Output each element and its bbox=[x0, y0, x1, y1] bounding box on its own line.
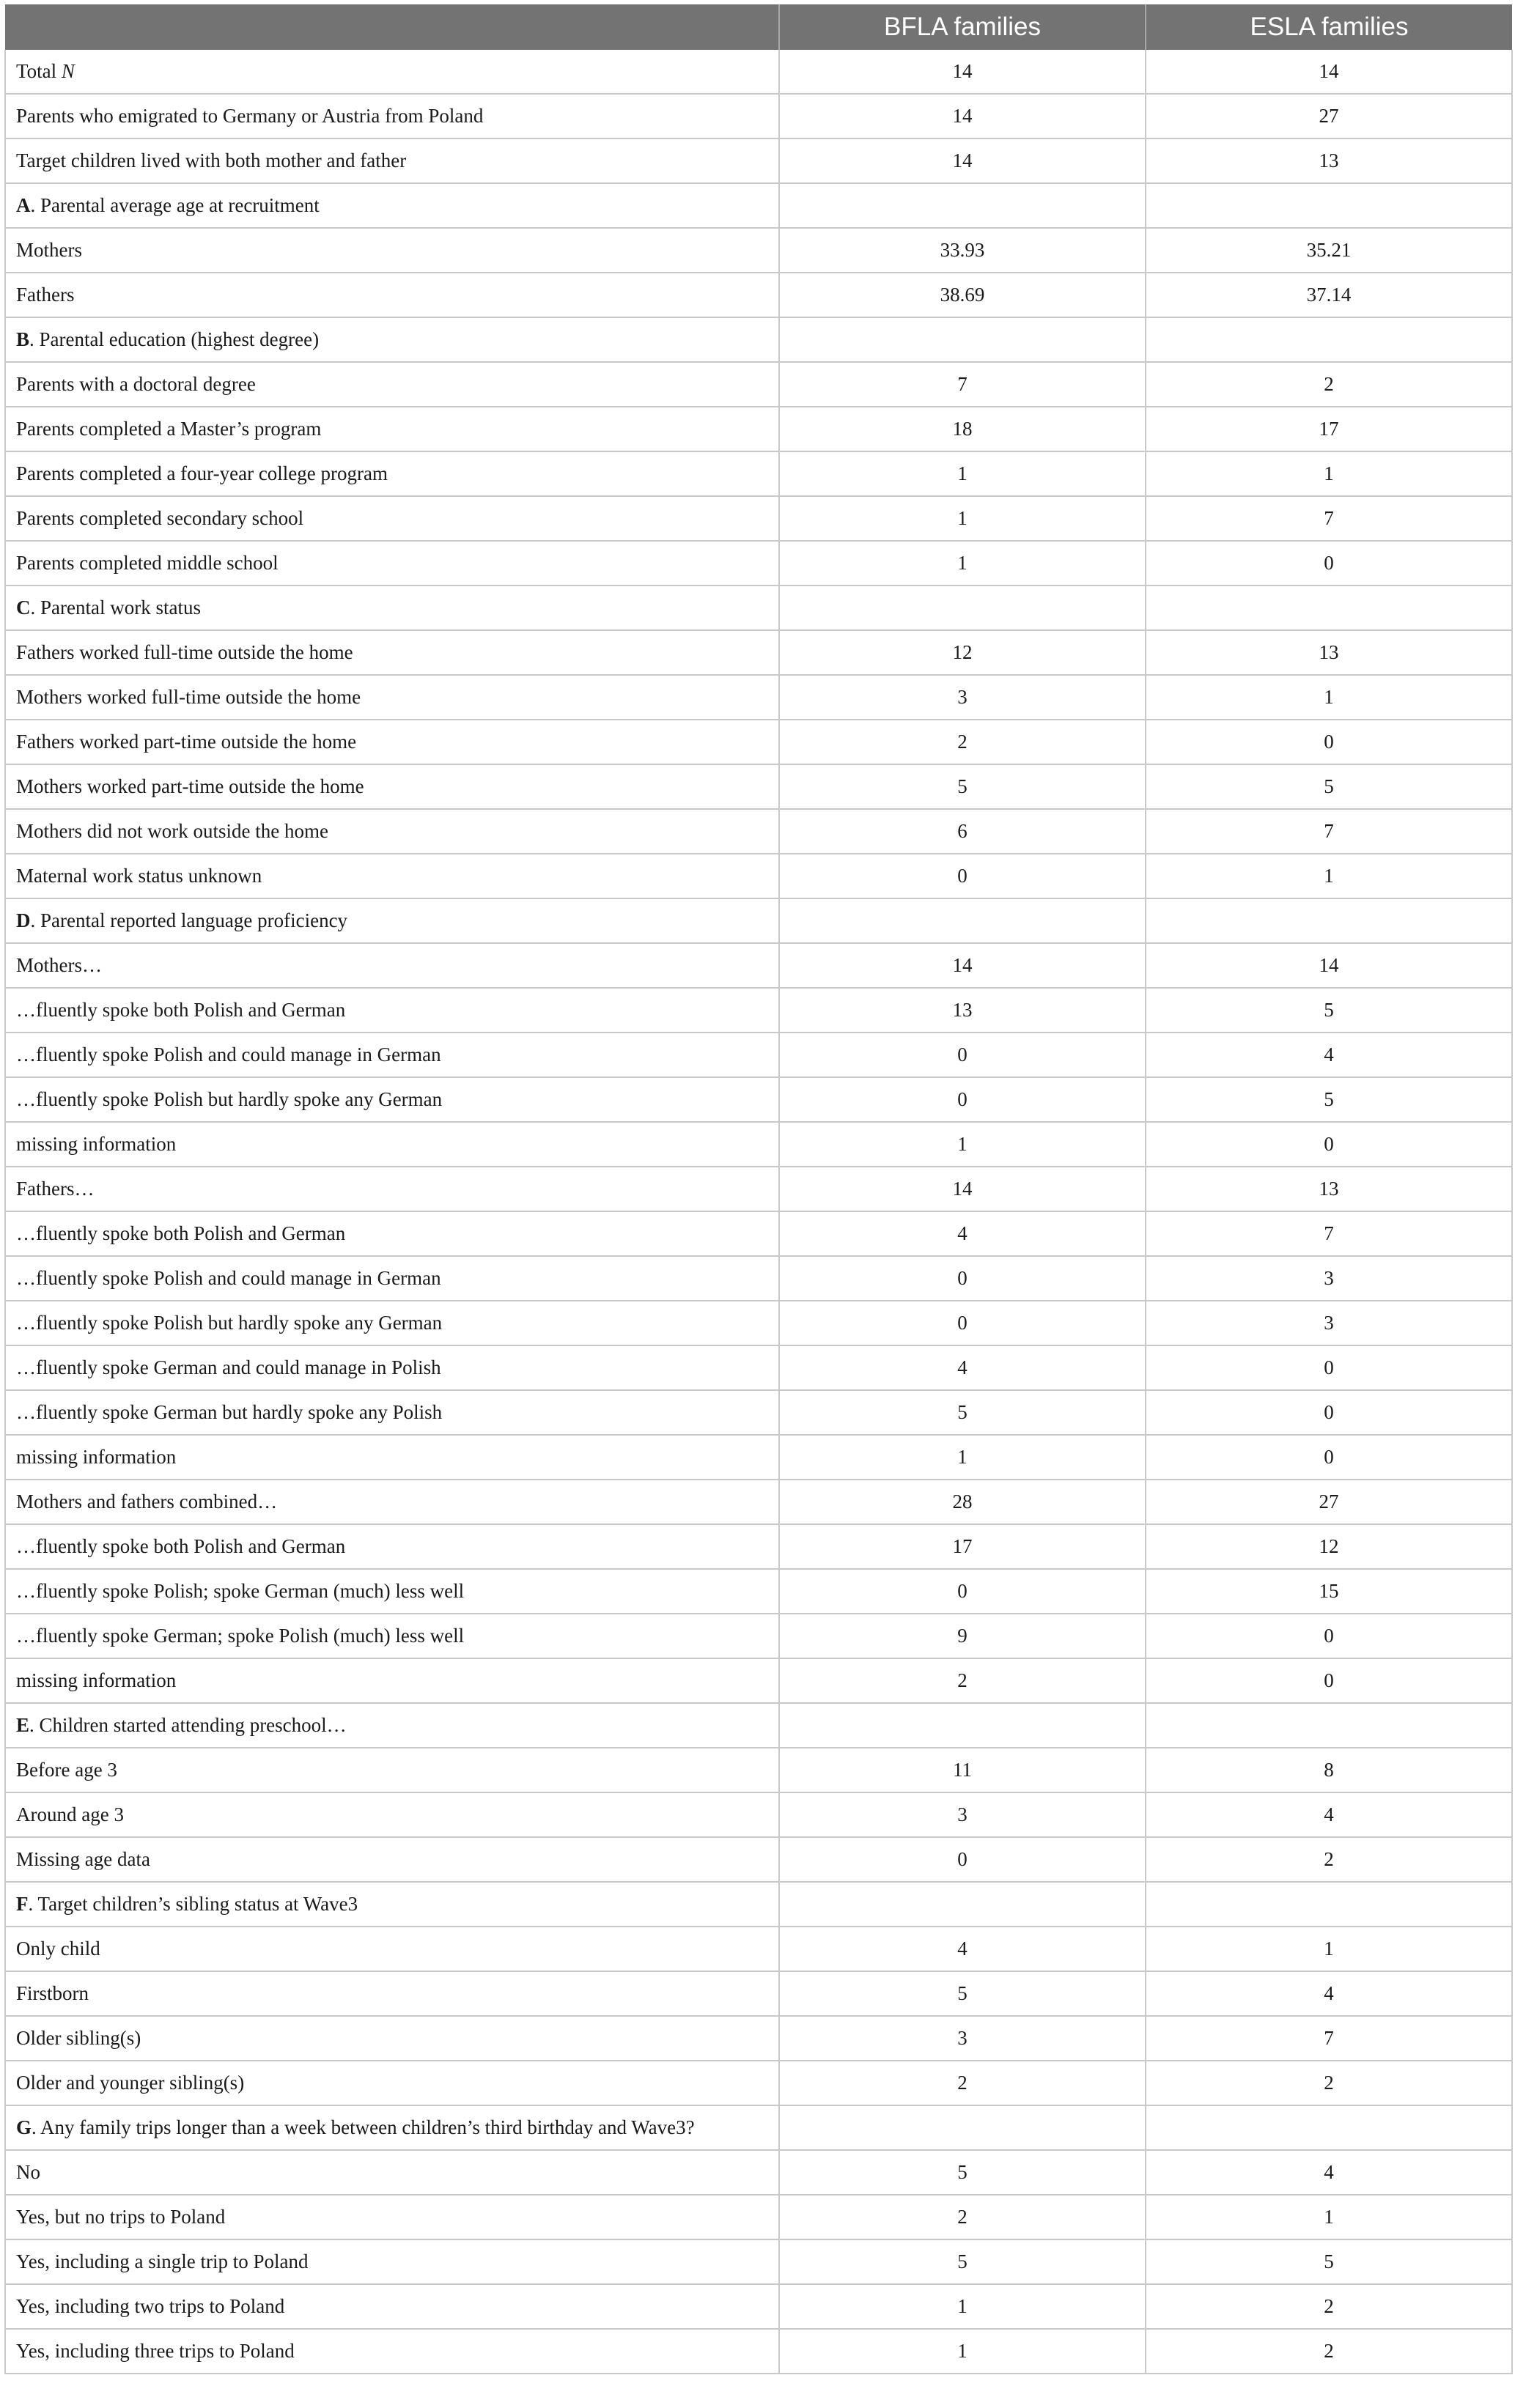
row-label: Around age 3 bbox=[16, 1803, 124, 1825]
table-row bbox=[5, 764, 1512, 809]
bfla-value-cell: 2 bbox=[779, 1658, 1146, 1703]
table-row bbox=[5, 2239, 1512, 2284]
esla-value-cell: 0 bbox=[1146, 1345, 1512, 1390]
row-label-cell bbox=[5, 1524, 779, 1569]
row-label-cell bbox=[5, 1748, 779, 1792]
row-label: No bbox=[16, 2161, 40, 2183]
table-row bbox=[5, 1167, 1512, 1211]
table-row bbox=[5, 1792, 1512, 1837]
table-row bbox=[5, 1927, 1512, 1971]
table-header bbox=[5, 4, 1512, 50]
bfla-value-cell: 1 bbox=[779, 1435, 1146, 1480]
row-label: Maternal work status unknown bbox=[16, 865, 262, 887]
bfla-value-cell bbox=[779, 1703, 1146, 1748]
row-label: . Children started attending preschool… bbox=[29, 1714, 347, 1736]
bfla-value-cell: 4 bbox=[779, 1345, 1146, 1390]
row-label: …fluently spoke Polish but hardly spoke any German bbox=[16, 1312, 443, 1334]
table-row bbox=[5, 1301, 1512, 1345]
esla-value-cell: 13 bbox=[1146, 630, 1512, 675]
bfla-value-cell: 2 bbox=[779, 720, 1146, 764]
row-label: Older sibling(s) bbox=[16, 2027, 141, 2049]
table-row bbox=[5, 1256, 1512, 1301]
esla-value-cell: 12 bbox=[1146, 1524, 1512, 1569]
bfla-value-cell: 1 bbox=[779, 541, 1146, 586]
bfla-value-cell: 14 bbox=[779, 139, 1146, 183]
row-label-cell bbox=[5, 2061, 779, 2105]
row-label: Yes, including three trips to Poland bbox=[16, 2340, 295, 2362]
esla-value-cell: 0 bbox=[1146, 1658, 1512, 1703]
row-label: Parents who emigrated to Germany or Austria from Poland bbox=[16, 105, 484, 127]
row-label: . Any family trips longer than a week between children’s third birthday and Wave3? bbox=[32, 2116, 695, 2138]
row-label-italic: N bbox=[61, 60, 75, 82]
row-label-cell bbox=[5, 675, 779, 720]
header-cell-bfla: BFLA families bbox=[779, 4, 1146, 50]
bfla-value-cell: 14 bbox=[779, 943, 1146, 988]
bfla-value-cell: 5 bbox=[779, 2150, 1146, 2195]
table-body bbox=[5, 50, 1512, 2374]
table-row bbox=[5, 451, 1512, 496]
esla-value-cell bbox=[1146, 183, 1512, 228]
table-row bbox=[5, 1033, 1512, 1077]
esla-value-cell bbox=[1146, 898, 1512, 943]
row-label-cell bbox=[5, 1971, 779, 2016]
row-label: …fluently spoke Polish and could manage in German bbox=[16, 1267, 441, 1289]
section-letter: F bbox=[16, 1893, 29, 1915]
row-label-cell bbox=[5, 1614, 779, 1658]
row-label: Missing age data bbox=[16, 1848, 150, 1870]
row-label: …fluently spoke German; spoke Polish (much) less well bbox=[16, 1625, 465, 1647]
row-label-cell bbox=[5, 2239, 779, 2284]
table-row bbox=[5, 675, 1512, 720]
table-row bbox=[5, 228, 1512, 273]
row-label: Mothers and fathers combined… bbox=[16, 1491, 278, 1513]
table-row bbox=[5, 1390, 1512, 1435]
esla-value-cell: 2 bbox=[1146, 2061, 1512, 2105]
row-label-cell bbox=[5, 2016, 779, 2061]
row-label-cell bbox=[5, 451, 779, 496]
table-row bbox=[5, 2195, 1512, 2239]
bfla-value-cell: 2 bbox=[779, 2195, 1146, 2239]
demographics-table bbox=[4, 4, 1513, 2374]
table-row bbox=[5, 94, 1512, 139]
row-label-cell bbox=[5, 1301, 779, 1345]
table-row bbox=[5, 2329, 1512, 2374]
row-label: . Target children’s sibling status at Wave3 bbox=[28, 1893, 358, 1915]
row-label: …fluently spoke German and could manage in Polish bbox=[16, 1356, 441, 1378]
esla-value-cell: 5 bbox=[1146, 2239, 1512, 2284]
esla-value-cell: 3 bbox=[1146, 1256, 1512, 1301]
section-letter: D bbox=[16, 909, 31, 931]
section-heading-cell bbox=[5, 586, 779, 630]
table-row bbox=[5, 139, 1512, 183]
table-row bbox=[5, 496, 1512, 541]
header-row bbox=[5, 4, 1512, 50]
esla-value-cell: 7 bbox=[1146, 1211, 1512, 1256]
row-label: Only child bbox=[16, 1938, 100, 1960]
row-label: Yes, but no trips to Poland bbox=[16, 2206, 226, 2228]
row-label-cell bbox=[5, 1033, 779, 1077]
row-label-cell bbox=[5, 854, 779, 898]
bfla-value-cell: 0 bbox=[779, 1569, 1146, 1614]
bfla-value-cell: 7 bbox=[779, 362, 1146, 407]
row-label: Yes, including a single trip to Poland bbox=[16, 2250, 309, 2272]
row-label-cell bbox=[5, 988, 779, 1033]
esla-value-cell: 0 bbox=[1146, 1435, 1512, 1480]
bfla-value-cell bbox=[779, 898, 1146, 943]
esla-value-cell: 37.14 bbox=[1146, 273, 1512, 317]
table-row bbox=[5, 1435, 1512, 1480]
row-label-cell bbox=[5, 2150, 779, 2195]
table-row bbox=[5, 1524, 1512, 1569]
row-label-cell bbox=[5, 630, 779, 675]
row-label: Mothers worked part-time outside the home bbox=[16, 775, 364, 797]
row-label: …fluently spoke both Polish and German bbox=[16, 1535, 346, 1557]
esla-value-cell: 4 bbox=[1146, 2150, 1512, 2195]
row-label: missing information bbox=[16, 1669, 177, 1691]
bfla-value-cell: 0 bbox=[779, 1077, 1146, 1122]
bfla-value-cell bbox=[779, 183, 1146, 228]
section-row bbox=[5, 2105, 1512, 2150]
esla-value-cell: 7 bbox=[1146, 809, 1512, 854]
bfla-value-cell: 28 bbox=[779, 1480, 1146, 1524]
row-label: …fluently spoke German but hardly spoke any Polish bbox=[16, 1401, 443, 1423]
row-label: Parents completed middle school bbox=[16, 552, 279, 574]
table-row bbox=[5, 809, 1512, 854]
esla-value-cell: 7 bbox=[1146, 496, 1512, 541]
section-heading-cell bbox=[5, 183, 779, 228]
row-label: Mothers did not work outside the home bbox=[16, 820, 328, 842]
section-row bbox=[5, 586, 1512, 630]
row-label-cell bbox=[5, 407, 779, 451]
esla-value-cell: 4 bbox=[1146, 1971, 1512, 2016]
header-cell-esla: ESLA families bbox=[1146, 4, 1512, 50]
esla-value-cell: 13 bbox=[1146, 1167, 1512, 1211]
bfla-value-cell bbox=[779, 2105, 1146, 2150]
row-label: Fathers bbox=[16, 284, 75, 306]
row-label: Parents completed a Master’s program bbox=[16, 418, 322, 440]
row-label-cell bbox=[5, 1211, 779, 1256]
esla-value-cell: 27 bbox=[1146, 94, 1512, 139]
row-label-cell bbox=[5, 1167, 779, 1211]
section-heading-cell bbox=[5, 2105, 779, 2150]
esla-value-cell: 0 bbox=[1146, 541, 1512, 586]
row-label-cell bbox=[5, 541, 779, 586]
row-label-cell bbox=[5, 1792, 779, 1837]
esla-value-cell: 4 bbox=[1146, 1033, 1512, 1077]
table-row bbox=[5, 407, 1512, 451]
bfla-value-cell: 12 bbox=[779, 630, 1146, 675]
bfla-value-cell: 4 bbox=[779, 1927, 1146, 1971]
bfla-value-cell: 14 bbox=[779, 94, 1146, 139]
row-label: missing information bbox=[16, 1133, 177, 1155]
bfla-value-cell: 0 bbox=[779, 1837, 1146, 1882]
row-label: Older and younger sibling(s) bbox=[16, 2072, 245, 2094]
table-row bbox=[5, 1345, 1512, 1390]
table-row bbox=[5, 2016, 1512, 2061]
bfla-value-cell: 3 bbox=[779, 2016, 1146, 2061]
row-label: Parents completed secondary school bbox=[16, 507, 304, 529]
row-label-cell bbox=[5, 1658, 779, 1703]
table-row bbox=[5, 1211, 1512, 1256]
row-label: …fluently spoke Polish and could manage in German bbox=[16, 1044, 441, 1065]
row-label: . Parental education (highest degree) bbox=[29, 328, 320, 350]
row-label: Parents with a doctoral degree bbox=[16, 373, 256, 395]
table-row bbox=[5, 273, 1512, 317]
bfla-value-cell: 14 bbox=[779, 50, 1146, 94]
row-label: Fathers worked full-time outside the home bbox=[16, 641, 353, 663]
bfla-value-cell bbox=[779, 317, 1146, 362]
row-label: …fluently spoke both Polish and German bbox=[16, 999, 346, 1021]
esla-value-cell: 2 bbox=[1146, 362, 1512, 407]
row-label: Fathers worked part-time outside the home bbox=[16, 731, 357, 753]
table-row bbox=[5, 720, 1512, 764]
row-label-cell bbox=[5, 1345, 779, 1390]
table-row bbox=[5, 2284, 1512, 2329]
header-cell-label bbox=[5, 4, 779, 50]
row-label-cell bbox=[5, 2195, 779, 2239]
bfla-value-cell: 11 bbox=[779, 1748, 1146, 1792]
row-label: …fluently spoke both Polish and German bbox=[16, 1222, 346, 1244]
bfla-value-cell: 0 bbox=[779, 854, 1146, 898]
table-row bbox=[5, 630, 1512, 675]
row-label: missing information bbox=[16, 1446, 177, 1468]
row-label-cell bbox=[5, 1256, 779, 1301]
row-label-cell bbox=[5, 94, 779, 139]
section-row bbox=[5, 898, 1512, 943]
esla-value-cell: 2 bbox=[1146, 2329, 1512, 2374]
row-label-cell bbox=[5, 139, 779, 183]
esla-value-cell: 1 bbox=[1146, 854, 1512, 898]
row-label-cell bbox=[5, 1077, 779, 1122]
bfla-value-cell: 0 bbox=[779, 1256, 1146, 1301]
table-row bbox=[5, 541, 1512, 586]
bfla-value-cell: 14 bbox=[779, 1167, 1146, 1211]
row-label-cell bbox=[5, 50, 779, 94]
row-label: Fathers… bbox=[16, 1178, 95, 1200]
bfla-value-cell bbox=[779, 1882, 1146, 1927]
row-label: Parents completed a four-year college program bbox=[16, 462, 388, 484]
bfla-value-cell: 0 bbox=[779, 1033, 1146, 1077]
section-heading-cell bbox=[5, 1882, 779, 1927]
bfla-value-cell: 33.93 bbox=[779, 228, 1146, 273]
bfla-value-cell: 5 bbox=[779, 1390, 1146, 1435]
bfla-value-cell: 5 bbox=[779, 2239, 1146, 2284]
row-label-cell bbox=[5, 1480, 779, 1524]
section-letter: B bbox=[16, 328, 30, 350]
esla-value-cell bbox=[1146, 2105, 1512, 2150]
table-row bbox=[5, 1837, 1512, 1882]
section-row bbox=[5, 1882, 1512, 1927]
row-label-cell bbox=[5, 943, 779, 988]
row-label: Yes, including two trips to Poland bbox=[16, 2295, 285, 2317]
esla-value-cell: 13 bbox=[1146, 139, 1512, 183]
bfla-value-cell: 1 bbox=[779, 1122, 1146, 1167]
section-heading-cell bbox=[5, 317, 779, 362]
esla-value-cell: 3 bbox=[1146, 1301, 1512, 1345]
esla-value-cell: 35.21 bbox=[1146, 228, 1512, 273]
row-label-cell bbox=[5, 228, 779, 273]
section-row bbox=[5, 183, 1512, 228]
esla-value-cell: 17 bbox=[1146, 407, 1512, 451]
table-row bbox=[5, 1614, 1512, 1658]
demographics-table-container bbox=[4, 4, 1511, 2374]
section-row bbox=[5, 317, 1512, 362]
bfla-value-cell: 6 bbox=[779, 809, 1146, 854]
row-label-cell bbox=[5, 720, 779, 764]
section-letter: E bbox=[16, 1714, 30, 1736]
esla-value-cell: 27 bbox=[1146, 1480, 1512, 1524]
table-row bbox=[5, 2061, 1512, 2105]
esla-value-cell bbox=[1146, 586, 1512, 630]
row-label-cell bbox=[5, 764, 779, 809]
row-label: Total bbox=[16, 60, 62, 82]
esla-value-cell: 0 bbox=[1146, 720, 1512, 764]
esla-value-cell: 14 bbox=[1146, 50, 1512, 94]
row-label-cell bbox=[5, 1390, 779, 1435]
table-row bbox=[5, 1658, 1512, 1703]
esla-value-cell: 1 bbox=[1146, 675, 1512, 720]
bfla-value-cell bbox=[779, 586, 1146, 630]
table-row bbox=[5, 1748, 1512, 1792]
esla-value-cell: 14 bbox=[1146, 943, 1512, 988]
esla-value-cell: 4 bbox=[1146, 1792, 1512, 1837]
row-label-cell bbox=[5, 496, 779, 541]
table-row bbox=[5, 988, 1512, 1033]
row-label: …fluently spoke Polish; spoke German (much) less well bbox=[16, 1580, 465, 1602]
section-letter: A bbox=[16, 194, 31, 216]
esla-value-cell: 0 bbox=[1146, 1390, 1512, 1435]
table-row bbox=[5, 854, 1512, 898]
row-label: . Parental reported language proficiency bbox=[30, 909, 348, 931]
bfla-value-cell: 13 bbox=[779, 988, 1146, 1033]
row-label-cell bbox=[5, 1435, 779, 1480]
table-row bbox=[5, 1569, 1512, 1614]
section-letter: C bbox=[16, 597, 31, 618]
bfla-value-cell: 5 bbox=[779, 764, 1146, 809]
table-row bbox=[5, 1971, 1512, 2016]
esla-value-cell: 1 bbox=[1146, 1927, 1512, 1971]
row-label: Before age 3 bbox=[16, 1759, 117, 1781]
esla-value-cell bbox=[1146, 1882, 1512, 1927]
row-label: Target children lived with both mother and father bbox=[16, 149, 407, 171]
esla-value-cell: 5 bbox=[1146, 1077, 1512, 1122]
bfla-value-cell: 3 bbox=[779, 675, 1146, 720]
esla-value-cell bbox=[1146, 317, 1512, 362]
table-row bbox=[5, 1480, 1512, 1524]
bfla-value-cell: 3 bbox=[779, 1792, 1146, 1837]
table-row bbox=[5, 2150, 1512, 2195]
table-row bbox=[5, 1122, 1512, 1167]
bfla-value-cell: 9 bbox=[779, 1614, 1146, 1658]
esla-value-cell: 0 bbox=[1146, 1122, 1512, 1167]
bfla-value-cell: 2 bbox=[779, 2061, 1146, 2105]
row-label-cell bbox=[5, 2329, 779, 2374]
row-label-cell bbox=[5, 273, 779, 317]
esla-value-cell: 5 bbox=[1146, 764, 1512, 809]
bfla-value-cell: 18 bbox=[779, 407, 1146, 451]
row-label: . Parental average age at recruitment bbox=[30, 194, 320, 216]
row-label-cell bbox=[5, 1569, 779, 1614]
row-label-cell bbox=[5, 809, 779, 854]
esla-value-cell: 1 bbox=[1146, 2195, 1512, 2239]
esla-value-cell: 2 bbox=[1146, 1837, 1512, 1882]
esla-value-cell: 0 bbox=[1146, 1614, 1512, 1658]
table-row bbox=[5, 1077, 1512, 1122]
row-label-cell bbox=[5, 1837, 779, 1882]
bfla-value-cell: 1 bbox=[779, 2284, 1146, 2329]
bfla-value-cell: 1 bbox=[779, 496, 1146, 541]
section-heading-cell bbox=[5, 898, 779, 943]
bfla-value-cell: 17 bbox=[779, 1524, 1146, 1569]
table-row bbox=[5, 362, 1512, 407]
row-label-cell bbox=[5, 1122, 779, 1167]
esla-value-cell: 8 bbox=[1146, 1748, 1512, 1792]
esla-value-cell: 5 bbox=[1146, 988, 1512, 1033]
table-row bbox=[5, 50, 1512, 94]
bfla-value-cell: 38.69 bbox=[779, 273, 1146, 317]
bfla-value-cell: 0 bbox=[779, 1301, 1146, 1345]
bfla-value-cell: 1 bbox=[779, 2329, 1146, 2374]
esla-value-cell: 15 bbox=[1146, 1569, 1512, 1614]
esla-value-cell: 1 bbox=[1146, 451, 1512, 496]
row-label: Mothers bbox=[16, 239, 82, 261]
row-label-cell bbox=[5, 1927, 779, 1971]
esla-value-cell bbox=[1146, 1703, 1512, 1748]
section-heading-cell bbox=[5, 1703, 779, 1748]
row-label: . Parental work status bbox=[30, 597, 201, 618]
esla-value-cell: 7 bbox=[1146, 2016, 1512, 2061]
section-letter: G bbox=[16, 2116, 32, 2138]
table-row bbox=[5, 943, 1512, 988]
bfla-value-cell: 4 bbox=[779, 1211, 1146, 1256]
bfla-value-cell: 1 bbox=[779, 451, 1146, 496]
section-row bbox=[5, 1703, 1512, 1748]
row-label: Firstborn bbox=[16, 1982, 89, 2004]
row-label: Mothers… bbox=[16, 954, 102, 976]
bfla-value-cell: 5 bbox=[779, 1971, 1146, 2016]
row-label: …fluently spoke Polish but hardly spoke any German bbox=[16, 1088, 443, 1110]
row-label-cell bbox=[5, 2284, 779, 2329]
row-label-cell bbox=[5, 362, 779, 407]
esla-value-cell: 2 bbox=[1146, 2284, 1512, 2329]
row-label: Mothers worked full-time outside the home bbox=[16, 686, 361, 708]
